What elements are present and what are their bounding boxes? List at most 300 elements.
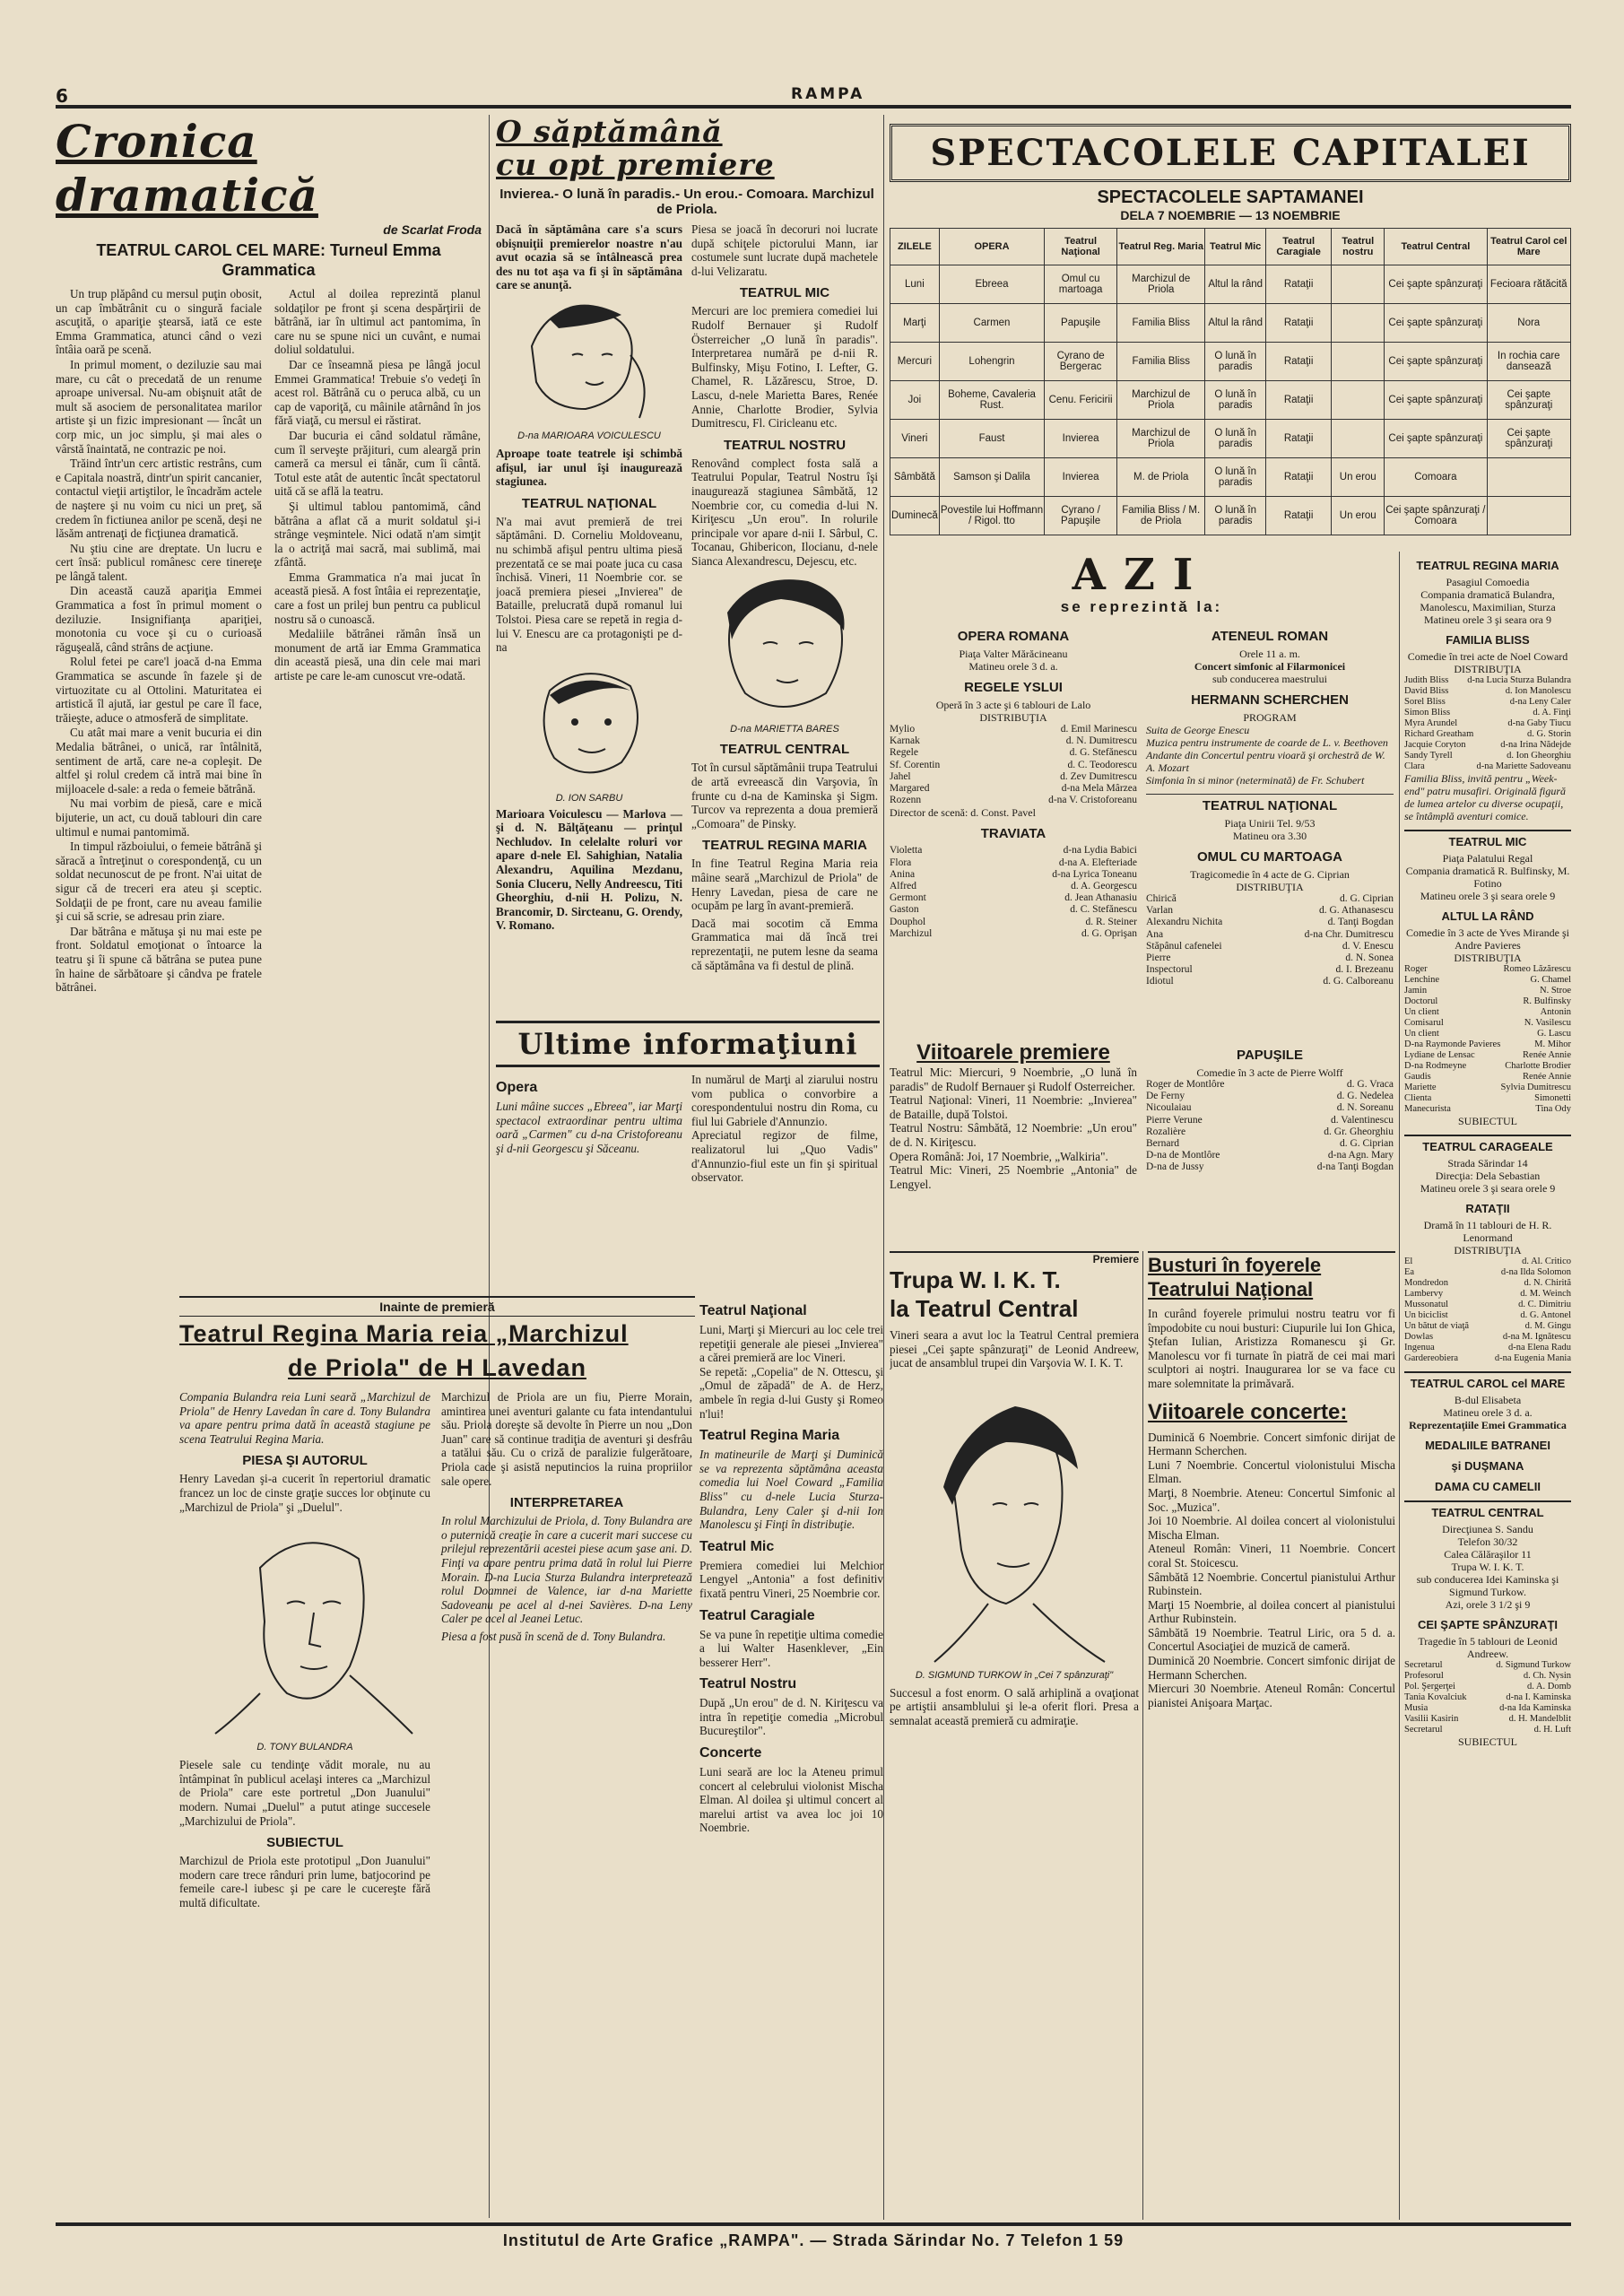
mic-dist: DISTRIBUŢIA: [1454, 952, 1522, 964]
concert-item: Miercuri 30 Noembrie. Ateneul Român: Concertul pianistei Anişoara Marţac.: [1148, 1682, 1395, 1709]
cast-row: D-na de Montlôre d-na Agn. Mary: [1146, 1150, 1394, 1161]
central-subiect: SUBIECTUL: [1458, 1735, 1517, 1748]
mic-time: Matineu orele 3 şi seara orele 9: [1420, 890, 1556, 902]
ateneu-item: Suita de George Enescu: [1146, 724, 1250, 736]
cronica-title: Cronica dramatică: [56, 115, 318, 222]
paragraph: Dar bătrâna e mătuşa şi nu mai este pe front. Soldatul emoţionat o întoarce la teatru şi îi spune că bătrâna se putea pune în haine de sărbătoare şi cândva pe fratele bătrânei.: [56, 924, 262, 995]
table-row: [890, 265, 1571, 304]
cast-row: Profesorul d. Ch. Nysin: [1404, 1671, 1571, 1681]
schedule-header: Teatrul Naţional: [1045, 229, 1117, 265]
cast-row: Sandy Tyrell d. Ion Gheorghiu: [1404, 751, 1571, 761]
priola-title-2: de Priola" de H Lavedan: [288, 1354, 586, 1381]
table-cell: Samson şi Dalila: [939, 458, 1044, 497]
cast-row: Mylio d. Emil Marinescu: [890, 724, 1137, 735]
table-cell: Cei şapte spânzuraţi: [1385, 381, 1487, 420]
table-cell: O lună în paradis: [1205, 343, 1265, 381]
cast-row: Nicoulaiau d. N. Soreanu: [1146, 1102, 1394, 1114]
cast-row: Un bătut de viaţă d. M. Gingu: [1404, 1321, 1571, 1331]
cast-row: Secretarul d. H. Luft: [1404, 1725, 1571, 1735]
table-cell: Familia Bliss: [1116, 343, 1204, 381]
table-cell: [1487, 497, 1570, 535]
table-cell: Nora: [1487, 304, 1570, 343]
concert-item: Marţi, 8 Noembrie. Ateneu: Concertul Simfonic al Soc. „Muzica".: [1148, 1485, 1395, 1514]
table-cell: Joi: [890, 381, 940, 420]
mic-play: ALTUL LA RÂND: [1441, 909, 1534, 923]
opera-heading: OPERA ROMANA: [957, 629, 1070, 644]
table-cell: [1332, 304, 1385, 343]
central-time: Azi, orele 3 1/2 şi 9: [1445, 1598, 1531, 1611]
carol-event: Reprezentaţiile Emei Grammatica: [1409, 1419, 1567, 1431]
ultime-opera-heading: Opera: [496, 1080, 538, 1095]
concert-item: Sâmbătă 12 Noembrie. Concertul pianistului Arthur Rubinstein.: [1148, 1570, 1395, 1598]
busturi-title-2: Teatrului Naţional: [1148, 1278, 1314, 1300]
cast-row: Varlan d. G. Athanasescu: [1146, 905, 1394, 917]
portrait-marietta-sketch: [691, 568, 878, 720]
papusile-heading: PAPUŞILE: [1237, 1048, 1303, 1063]
table-row: [890, 304, 1571, 343]
premiere-p1: Aproape toate teatrele işi schimbă afişul, iar unul îşi inaugurează stagiunea.: [496, 446, 682, 489]
cast-row: David Bliss d. Ion Manolescu: [1404, 686, 1571, 696]
central-place: Direcţiunea S. Sandu: [1442, 1523, 1533, 1535]
ateneu-sub: Concert simfonic al Filarmonicei: [1194, 660, 1346, 673]
opera-director: Director de scenă: d. Const. Pavel: [890, 806, 1036, 820]
premiere-next-item: Teatrul Mic: Vineri, 25 Noembrie „Antonia" de Lengyel.: [890, 1163, 1137, 1191]
footer: Institutul de Arte Grafice „RAMPA". — Strada Sărindar No. 7 Telefon 1 59: [56, 2222, 1571, 2264]
portrait-marioara-sketch: [496, 292, 682, 427]
papusile-cast: [1146, 1079, 1394, 1174]
concert-item: Sâmbătă 19 Noembrie. Teatrul Liric, ora 5 d. a. Concertul Asociaţiei de muzică de cameră.: [1148, 1625, 1395, 1654]
table-cell: Carmen: [939, 304, 1044, 343]
cast-row: Sorel Bliss d-na Leny Caler: [1404, 697, 1571, 707]
national-place: Piaţa Unirii Tel. 9/53: [1224, 817, 1316, 830]
cast-row: Comisarul N. Vasilescu: [1404, 1018, 1571, 1028]
table-cell: Altul la rând: [1205, 265, 1265, 304]
section-busturi: [1148, 1251, 1395, 2220]
mic-heading: TEATRUL MIC: [1404, 830, 1571, 848]
trupa-body: Vineri seara a avut loc la Teatrul Central premiera piesei „Cei şapte spânzuraţi" de Leonid Andreew, jucat de ansamblul trupei din Varşovia W. I. K. T.: [890, 1328, 1139, 1370]
cast-row: Ana d-na Chr. Dumitrescu: [1146, 928, 1394, 940]
priola-subiect: Marchizul de Priola este prototipul „Don Juanului" modern care trece rânduri prin lume, batjocorind pe femeile care-l iubesc şi pe care le cucereşte fără multă dificultate.: [179, 1854, 430, 1909]
caragiale-heading: TEATRUL CARAGEALE: [1404, 1135, 1571, 1153]
cronica-text-right: [274, 287, 481, 996]
schedule-header: Teatrul Mic: [1205, 229, 1265, 265]
ultime-national2: Se repetă: „Copelia" de N. Ottescu, şi „Omul de zăpadă" de A. de Herz, ambele în regia d-lui Gusty şi Romeo n'lui!: [699, 1364, 883, 1421]
ateneu-item: Andante din Concertul pentru vioară şi orchestră de W. A. Mozart: [1146, 749, 1385, 774]
cast-row: Margared d-na Mela Mârzea: [890, 783, 1137, 795]
cast-row: Jamin N. Stroe: [1404, 986, 1571, 996]
priola-autor-heading: PIESA ŞI AUTORUL: [242, 1453, 368, 1469]
cast-row: Karnak d. N. Dumitrescu: [890, 735, 1137, 747]
cast-row: Pierre d. N. Sonea: [1146, 952, 1394, 964]
table-cell: Mercuri: [890, 343, 940, 381]
table-cell: Comoara: [1385, 458, 1487, 497]
ultime-nostru-heading: Teatrul Nostru: [699, 1676, 797, 1692]
paragraph: Şi ultimul tablou pantomimă, când bătrâna a aflat că a murit soldatul şi-i strânge veşmintele. Nici odată n'am simţit la o actriţă mai sacră, mai sublimă, mai zfântă.: [274, 499, 481, 570]
ateneu-heading: ATENEUL ROMAN: [1211, 629, 1329, 644]
table-cell: Marchizul de Priola: [1116, 265, 1204, 304]
spectacole-sub: SPECTACOLELE SAPTAMANEI: [1097, 187, 1364, 207]
priola-col-b: Marchizul de Priola are un fiu, Pierre Morain, amintirea unei aventuri galante cu fata intendantului său. Priola doreşte să devolte în Pierre un nou „Don Juan" care să continue tradiţia de aventuri şi desfrâu a tatălui său. Cu o criză de paralizie fulgerătoare, Priola cade şi asistă neputincios la ruina propriilor sale opere.: [441, 1390, 692, 1488]
cast-row: Chirică d. G. Ciprian: [1146, 893, 1394, 904]
column-premiere: [496, 115, 878, 1021]
cast-row: Roger de Montlôre d. G. Vraca: [1146, 1079, 1394, 1090]
caragiale-info: Dramă în 11 tablouri de H. R. Lenormand: [1423, 1219, 1552, 1244]
cast-row: Manecurista Tina Ody: [1404, 1104, 1571, 1114]
schedule-header: OPERA: [939, 229, 1044, 265]
carol-eve: DAMA CU CAMELII: [1435, 1480, 1541, 1493]
paragraph: Nu ştiu cine are dreptate. Un lucru e cert însă: publicul românesc cere tinereţe pe lângă talent.: [56, 541, 262, 583]
table-cell: M. de Priola: [1116, 458, 1204, 497]
cast-row: Germont d. Jean Athanasiu: [890, 892, 1137, 904]
paragraph: Dar ce înseamnă piesa pe lângă jocul Emmei Grammatica! Trebuie s'o vedeţi în acest rol. Bătrână cu o peruca albă, cu un cap de vaporiţă, cu mâinile atârnând în jos fără viaţă, cu mersul ei răstirat.: [274, 357, 481, 428]
busturi-title-1: Busturi în foyerele: [1148, 1251, 1395, 1277]
mic-cast: [1404, 964, 1571, 1115]
ultime-concerte: Luni seară are loc la Ateneu primul concert al celebrului violonist Mischa Elman. Al doilea şi ultimul concert al marelui artist va avea loc joi 10 Noembrie.: [699, 1765, 883, 1835]
section-ultime: [496, 1021, 880, 1292]
schedule-header: Teatrul Carol cel Mare: [1487, 229, 1570, 265]
caption-ion-sarbu: D. ION SARBU: [555, 792, 623, 804]
cast-row: Pierre Verune d. Valentinescu: [1146, 1114, 1394, 1126]
table-cell: Altul la rând: [1205, 304, 1265, 343]
table-cell: Cei şapte spânzuraţi: [1487, 420, 1570, 458]
cast-row: Jahel d. Zev Dumitrescu: [890, 770, 1137, 782]
table-cell: Povestile lui Hoffmann / Rigol. tto: [939, 497, 1044, 535]
cast-row: Regele d. G. Stefănescu: [890, 747, 1137, 759]
table-cell: [1332, 381, 1385, 420]
central-tel: Telefon 30/32: [1457, 1535, 1518, 1548]
cast-row: Simon Bliss d. A. Finţi: [1404, 708, 1571, 718]
caragiale-cast: [1404, 1257, 1571, 1364]
cast-row: Flora d-na A. Elefteriade: [890, 857, 1137, 868]
cast-row: Rozenn d-na V. Cristoforeanu: [890, 795, 1137, 806]
caption-tony-bulandra: D. TONY BULANDRA: [256, 1742, 353, 1753]
premiere-national: N'a mai avut premieră de trei săptămâni. D. Corneliu Moldoveanu, nu schimbă afişul pentru ultima piesă prezentată ce se mai poate juca cu casa închisă. Vineri, 11 Noembrie cor. se joacă premiera piesei „Invierea" de Bataille, prelucrată după romanul lui Tolstoi. Piesa care se repetă in regia d-lui V. Enescu are ca protagonişti pe d-na: [496, 514, 682, 655]
cast-row: Lambervy d. M. Weinch: [1404, 1289, 1571, 1299]
ultime-opera: Luni mâine succes „Ebreea", iar Marţi spectacol extraordinar pentru ultima oară „Carmen" cu d-na Cristoforeanu şi d-nii Georgescu şi Săceanu.: [496, 1100, 682, 1155]
column-rule: [883, 115, 884, 1110]
table-cell: Marchizul de Priola: [1116, 420, 1204, 458]
azi-title: AZI: [1072, 552, 1211, 600]
opera-place: Piaţa Valter Mărăcineanu: [959, 648, 1068, 660]
schedule-header: Teatrul Central: [1385, 229, 1487, 265]
opera-info: Operă în 3 acte şi 6 tablouri de Lalo: [935, 699, 1091, 711]
spectacole-dates: DELA 7 NOEMBRIE — 13 NOEMBRIE: [1120, 208, 1341, 222]
table-cell: Invierea: [1045, 420, 1117, 458]
column-rule: [1399, 552, 1400, 2220]
traviata-heading: TRAVIATA: [980, 826, 1046, 842]
caption-marietta: D-na MARIETTA BARES: [730, 724, 839, 735]
table-cell: [1487, 458, 1570, 497]
ultime-caragiale: Se va pune în repetiţie ultima comedie a lui Walter Hasenklever, „Ein besserer Herr".: [699, 1627, 883, 1669]
table-cell: Rataţii: [1265, 381, 1331, 420]
paragraph: Actul al doilea reprezintă planul soldaţilor pe front şi scena despărţirii de bătrână, iar în ultimul act pantomima, în care nu se spune nici un cuvânt, e numai doliul soldatului.: [274, 287, 481, 357]
section-viitoare-premiere: [890, 1040, 1137, 1247]
carol-place: B-dul Elisabeta: [1454, 1394, 1522, 1406]
opera-play: REGELE YSLUI: [964, 680, 1063, 695]
table-cell: Lohengrin: [939, 343, 1044, 381]
premiere-mic: Mercuri are loc premiera comediei lui Rudolf Bernauer şi Rudolf Österreicher „O lună în paradis". Interpretarea numără pe d-nii R. Bulfinsky, Mişu Fotino, I. Lefter, G. Chamel, R. Lăzărescu, Stroe, D. Lascu, d-nele Marietta Bares, Renée Annie, Charlotte Brodier, Sylvia Dumitrescu, Fl. Ciricleanu etc.: [691, 304, 878, 430]
cast-row: Jacquie Coryton d-na Irina Nădejde: [1404, 740, 1571, 750]
premiere-regina: In fine Teatrul Regina Maria reia mâine seară „Marchizul de Priola" de Henry Lavedan, piesa de care ne ocupăm pe larg în avant-premieră.: [691, 857, 878, 913]
priola-kicker: Inainte de premieră: [179, 1296, 695, 1317]
caragiale-dir: Direcţia: Dela Sebastian: [1435, 1170, 1541, 1182]
cast-row: Stăpânul cafenelei d. V. Enescu: [1146, 940, 1394, 952]
paragraph: Un trup plăpând cu mersul puţin obosit, un cap îmbătrânit cu o singură faciale ascuţită, o apariţie ştearsă, iată ce este Emma Grammatica, atunci când o vezi întâia oară pe scenă.: [56, 287, 262, 357]
central-info: Tragedie în 5 tablouri de Leonid Andreew.: [1418, 1635, 1558, 1660]
trupa-title-2: la Teatrul Central: [890, 1295, 1079, 1322]
cronica-byline: de Scarlat Froda: [383, 222, 482, 237]
cast-row: Mariette Sylvia Dumitrescu: [1404, 1083, 1571, 1092]
cast-row: Clara d-na Mariette Sadoveanu: [1404, 761, 1571, 771]
premiere-next-item: Teatrul Nostru: Sâmbătă, 12 Noembrie: „Un erou" de d. N. Kiriţescu.: [890, 1121, 1137, 1149]
premiere-next-title: Viitoarele premiere: [916, 1040, 1110, 1065]
table-row: [890, 420, 1571, 458]
table-cell: Cei şapte spânzuraţi: [1487, 381, 1570, 420]
cast-row: Anina d-na Lyrica Toneanu: [890, 868, 1137, 880]
cast-row: Pol. Şergerţei d. A. Domb: [1404, 1682, 1571, 1692]
paragraph: Rolul fetei pe care'l joacă d-na Emma Grammatica se ascunde în fazele şi de virtuozitate cu al Ottolini. Maturitatea ei artistică îl ajută, iar gestul pe care îl face, trăieşte, aduce o atmosferă de simplitate.: [56, 655, 262, 725]
regina-place: Pasagiul Comoedia: [1446, 576, 1530, 588]
mic-info: Comedie în 3 acte de Yves Mirande şi Andre Pavieres: [1406, 926, 1569, 952]
central-cond: sub conducerea Idei Kaminska şi Sigmund Turkow.: [1416, 1573, 1559, 1598]
cast-row: Bernard d. G. Ciprian: [1146, 1138, 1394, 1150]
premiere-next-item: Teatrul Naţional: Vineri, 11 Noembrie: „Invierea" de Bataille, după Tolstoi.: [890, 1093, 1137, 1121]
cast-row: Violetta d-na Lydia Babici: [890, 845, 1137, 857]
premiere-title-2: cu opt premiere: [496, 147, 775, 182]
premiere-title-1: O săptămână: [496, 115, 723, 149]
carol-play2: şi DUŞMANA: [1451, 1459, 1524, 1473]
table-cell: Cei şapte spânzuraţi: [1385, 420, 1487, 458]
ateneu-time: Orele 11 a. m.: [1239, 648, 1300, 660]
paragraph: Emma Grammatica n'a mai jucat în această piesă. A fost întâia ei reprezentaţie, care a fost un prilej bun pentru ca publicul nostru să o cunoască.: [274, 570, 481, 626]
table-cell: Rataţii: [1265, 265, 1331, 304]
regina-dist: DISTRIBUŢIA: [1454, 663, 1522, 675]
cast-row: Ingenua d-na Elena Radu: [1404, 1343, 1571, 1352]
schedule-table: [890, 228, 1571, 535]
central-heading: TEATRUL CENTRAL: [1404, 1500, 1571, 1519]
cast-row: Myra Arundel d-na Gaby Tiucu: [1404, 718, 1571, 728]
table-cell: Rataţii: [1265, 497, 1331, 535]
cast-row: Un client G. Lascu: [1404, 1029, 1571, 1039]
central-street: Calea Călăraşilor 11: [1444, 1548, 1532, 1561]
table-cell: Rataţii: [1265, 458, 1331, 497]
table-cell: Un erou: [1332, 497, 1385, 535]
table-cell: [1332, 420, 1385, 458]
cast-row: D-na Rodmeyne Charlotte Brodier: [1404, 1061, 1571, 1071]
regina-heading: TEATRUL REGINA MARIA: [1416, 559, 1559, 572]
mic-subiect: SUBIECTUL: [1458, 1115, 1517, 1127]
premiere-next-item: Teatrul Mic: Miercuri, 9 Noembrie, „O lună în paradis" de Rudolf Bernauer şi Rudolf Osterreicher.: [890, 1065, 1137, 1093]
caption-turkow: D. SIGMUND TURKOW în „Cei 7 spânzuraţi": [915, 1669, 1114, 1681]
concert-item: Duminică 20 Noembrie. Concert simfonic dirijat de Hermann Scherchen.: [1148, 1654, 1395, 1682]
table-cell: Familia Bliss / M. de Priola: [1116, 497, 1204, 535]
concerte-title: Viitoarele concerte:: [1148, 1399, 1348, 1424]
premiere-intro: Dacă în săptămâna care s'a scurs obişnuiţii premierelor noastre n'au avut ocazia să se întâlnească prea des nu tot aşa va fi şi în săptămâna care se anunţă.: [496, 222, 682, 292]
cast-row: Clienta Simonetti: [1404, 1093, 1571, 1103]
cast-row: D-na Raymonde Pavieres M. Mihor: [1404, 1039, 1571, 1049]
ultime-mic-heading: Teatrul Mic: [699, 1538, 775, 1554]
priola-autor: Henry Lavedan şi-a cucerit în repertoriul dramatic francez un loc de cinste graţie succes lor obţinute cu „Marchizul de Priola" şi „Duelul".: [179, 1472, 430, 1514]
cronica-subtitle: TEATRUL CAROL CEL MARE: Turneul Emma Grammatica: [96, 241, 441, 279]
table-cell: Papuşile: [1045, 304, 1117, 343]
table-cell: Familia Bliss: [1116, 304, 1204, 343]
cast-row: Ea d-na Ilda Solomon: [1404, 1267, 1571, 1277]
carol-play: MEDALIILE BATRANEI: [1425, 1439, 1550, 1452]
table-cell: Ebreea: [939, 265, 1044, 304]
cast-row: Vasilii Kasirin d. H. Mandelblit: [1404, 1714, 1571, 1724]
ultime-national: Luni, Marţi şi Miercuri au loc cele trei repetiţii generale ale piesei „Invierea" a cărei premieră are loc Vineri.: [699, 1323, 883, 1365]
regina-note: Familia Bliss, invită pentru „Week-end" patru musafiri. Originală figură de lumea artelor cu diverse ocupaţii, se întâmplă aventuri comice.: [1404, 772, 1567, 822]
section-azi: [890, 552, 1394, 1036]
cast-row: Alfred d. A. Georgescu: [890, 881, 1137, 892]
mic-company: Compania dramatică R. Bulfinsky, M. Fotino: [1405, 865, 1570, 890]
opera-cast: [890, 724, 1137, 806]
cast-row: Mussonatul d. C. Dimitriu: [1404, 1300, 1571, 1309]
table-cell: Vineri: [890, 420, 940, 458]
table-cell: Cei şapte spânzuraţi / Comoara: [1385, 497, 1487, 535]
caragiale-time: Matineu orele 3 şi seara orele 9: [1420, 1182, 1556, 1195]
cast-row: Gaudis Renée Annie: [1404, 1072, 1571, 1082]
cast-row: Douphol d. R. Steiner: [890, 916, 1137, 927]
table-cell: Cenu. Fericirii: [1045, 381, 1117, 420]
ultime-national-heading: Teatrul Naţional: [699, 1303, 807, 1318]
priola-interpret-heading: INTERPRETAREA: [509, 1495, 624, 1511]
cast-row: Richard Greatham d. G. Storin: [1404, 729, 1571, 739]
priola-interpret: In rolul Marchizului de Priola, d. Tony Bulandra are o puternică creaţie în care a cucerit mari succese cu prilejul reprezentării acestei piese acum şase ani. D. Finţi va apare pentru prima dată în rolul lui Pierre Morain. D-na Lucia Sturza Bulandra interpretează rolul Doamnei de Valence, iar d-na Mariette Sadoveanu pe acel al d-nei Savières. D-na Leny Caler pe acel al Jeanei Letuc.: [441, 1514, 692, 1626]
caragiale-dist: DISTRIBUŢIA: [1454, 1244, 1522, 1257]
busturi-body: In curând foyerele primului nostru teatru vor fi împodobite cu noui busturi: Ciupurile lui Ion Ghica, Ştefan Iulian, Aristizza Romanescu şi Gr. Manolescu vor fi turnate în piatră de cei mai mari sculptori ai noştri. Inaugurarea lor se va face cu mare solemnitate la primăvară.: [1148, 1307, 1395, 1390]
ateneu-item: Muzica pentru instrumente de coarde de L. v. Beethoven: [1146, 736, 1388, 749]
priola-autor2: Piesele sale cu tendinţe vădit morale, nu au întâmpinat în publicul acelaşi interes ca „Marchizul de Priola" care este portretul „Don Juanului" modern. Numai „Duelul" a putut atinge succesele „Marchizului de Priola".: [179, 1758, 430, 1828]
premiere-closing: Dacă mai socotim că Emma Grammatica mai dă încă trei reprezentaţii, ne putem lesne da seama că săptămâna va fi destul de plină.: [691, 916, 878, 972]
azi-sub: se reprezintă la:: [1060, 598, 1223, 615]
cast-row: Roger Romeo Lăzărescu: [1404, 964, 1571, 974]
section-papusile: [1146, 1040, 1394, 1247]
mic-place: Piaţa Palatului Regal: [1442, 852, 1533, 865]
cast-row: Mondredon d. N. Chirită: [1404, 1278, 1571, 1288]
section-mic: TEATRUL MIC: [739, 285, 830, 301]
table-cell: Duminecă: [890, 497, 940, 535]
caragiale-place: Strada Sărindar 14: [1447, 1157, 1528, 1170]
portrait-tony-bulandra-sketch: [179, 1514, 430, 1738]
concert-item: Joi 10 Noembrie. Al doilea concert al violonistului Mischa Elman.: [1148, 1514, 1395, 1542]
paragraph: Cu atât mai mare a venit bucuria ei din Medalia bătrânei, o unică, rar întâlnită, sentiment de artă, care ne-a copleşit. De altfel şi rolul credem că intră mai bine în mijloacele d-sale: a reda o femeie bătrână.: [56, 726, 262, 796]
portrait-ion-sarbu-sketch: [496, 655, 682, 789]
ultime-caragiale-heading: Teatrul Caragiale: [699, 1607, 815, 1623]
ultime-dannunzio: In numărul de Marţi al ziarului nostru vom publica o convorbire a corespondentului nostru din Roma, cu fiul lui Gabriele d'Annunzio.: [691, 1073, 878, 1128]
national-dist: DISTRIBUŢIA: [1236, 881, 1304, 893]
cast-row: Lydiane de Lensac Renée Annie: [1404, 1050, 1571, 1060]
table-cell: Cyrano / Papuşile: [1045, 497, 1117, 535]
section-nostru: TEATRUL NOSTRU: [723, 437, 847, 453]
ultime-vadis: Apreciatul regizor de filme, realizatorul lui „Quo Vadis" d'Annunzio-fiul este un fin şi spiritual observator.: [691, 1128, 878, 1185]
schedule-header: Teatrul nostru: [1332, 229, 1385, 265]
carol-heading: TEATRUL CAROL cel MARE: [1404, 1371, 1571, 1390]
schedule-header-row: [890, 229, 1571, 265]
premiere-central: Tot în cursul săptămânii trupa Teatrului de artă evreească din Varşovia, în frunte cu d-na de Kaminska şi Sigm. Turcov va reprezenta a doua premieră „Comoara" de Pinsky.: [691, 761, 878, 831]
ultime-regina-heading: Teatrul Regina Maria: [699, 1428, 840, 1444]
premiere-national2: Marioara Voiculescu — Marlova — şi d. N. Bălţăţeanu — prinţul Nechludov. In celelalte roluri vor apare d-nele El. Sahighian, Natalia Alexandru, Aquilina Mezdanu, Sonia Cluceru, Nelly Andreescu, Titi Gheorghiu, d-nii H. Polizu, N. Brancomir, D. Sircteanu, G. Orendy, V. Romano.: [496, 806, 682, 933]
table-cell: Cei şapte spânzuraţi: [1385, 343, 1487, 381]
paragraph: In primul moment, o deziluzie sau mai mare, cu cât o precedată de un renume aproape universal. Nu-am obişnuit atât de mult să asociem de personalitatea marilor artiste şi un fizic impresionant — încât un corp mic, un joc simplu, şi mai ales o vârstă înaintată, ne contrazic pe noi.: [56, 357, 262, 456]
masthead: [56, 85, 1571, 109]
ateneu-conductor: HERMANN SCHERCHEN: [1191, 692, 1349, 708]
cast-row: El d. Al. Critico: [1404, 1257, 1571, 1266]
table-cell: Invierea: [1045, 458, 1117, 497]
cast-row: Tania Kovalciuk d-na I. Kaminska: [1404, 1692, 1571, 1702]
cast-row: Gaston d. C. Stefănescu: [890, 904, 1137, 916]
concert-item: Ateneul Român: Vineri, 11 Noembrie. Concert coral St. Stoicescu.: [1148, 1542, 1395, 1570]
table-row: [890, 497, 1571, 535]
cast-row: Alexandru Nichita d. Tanţi Bogdan: [1146, 917, 1394, 928]
central-play: CEI ŞAPTE SPÂNZURAŢI: [1417, 1618, 1558, 1631]
ultime-concerte-heading: Concerte: [699, 1745, 762, 1761]
table-cell: Fecioara rătăcită: [1487, 265, 1570, 304]
paragraph: Din această cauză apariţia Emmei Grammatica a fost în primul moment o deziluzie. Insignifianţa apariţiei, monotonia cu voce şi cu o curioasă răguşeală, când strâns de acţiune.: [56, 584, 262, 654]
concert-item: Luni 7 Noembrie. Concertul violonistului Mischa Elman.: [1148, 1457, 1395, 1486]
ultime-title: Ultime informaţiuni: [496, 1021, 880, 1067]
papusile-info: Comedie în 3 acte de Pierre Wolff: [1196, 1066, 1343, 1079]
opera-dist: DISTRIBUŢIA: [979, 711, 1047, 724]
ultime-regina: In matineurile de Marţi şi Duminică se va reprezenta săptămâna aceasta comedia lui Noel Coward „Familia Bliss" cu d-nele Lucia Sturza-Bulandra, Leny Caler şi d-nii Ion Manolescu şi Finţi în distribuţie.: [699, 1448, 883, 1532]
cast-row: Sf. Corentin d. C. Teodorescu: [890, 759, 1137, 770]
regina-cast: [1404, 675, 1571, 772]
table-cell: In rochia care dansează: [1487, 343, 1570, 381]
concert-item: Marţi 15 Noembrie, al doilea concert al pianistului Arthur Rubinstein.: [1148, 1597, 1395, 1626]
section-central: TEATRUL CENTRAL: [719, 742, 850, 758]
premiere-decor: Piesa se joacă în decoruri noi lucrate după schiţele pictorului Mann, iar costumele sunt lucrate după machetele d-lui Velizaratu.: [691, 222, 878, 278]
concert-item: Duminică 6 Noembrie. Concert simfonic dirijat de Hermann Scherchen.: [1148, 1430, 1395, 1458]
schedule-header: ZILELE: [890, 229, 940, 265]
table-cell: O lună în paradis: [1205, 458, 1265, 497]
trupa-title-1: Trupa W. I. K. T.: [890, 1266, 1061, 1293]
cast-row: Un client Antonin: [1404, 1007, 1571, 1017]
table-cell: Boheme, Cavaleria Rust.: [939, 381, 1044, 420]
cast-row: Doctorul R. Bulfinsky: [1404, 996, 1571, 1006]
national-cast: [1146, 893, 1394, 988]
schedule-header: Teatrul Reg. Maria: [1116, 229, 1204, 265]
caption-marioara: D-na MARIOARA VOICULESCU: [517, 430, 661, 441]
trupa-body2: Succesul a fost enorm. O sală arhiplină a ovaţionat pe artiştii ansamblului şi le-a oferit flori. Presa a semnalat această premieră cu admiraţie.: [890, 1685, 1139, 1727]
carol-time: Matineu orele 3 d. a.: [1443, 1406, 1533, 1419]
cast-row: De Ferny d. G. Nedelea: [1146, 1091, 1394, 1102]
column-rule: [1142, 1251, 1143, 2220]
table-cell: O lună în paradis: [1205, 381, 1265, 420]
section-trupa: [890, 1251, 1139, 2220]
ateneu-program: PROGRAM: [1243, 711, 1297, 724]
cast-row: Marchizul d. G. Oprişan: [890, 927, 1137, 939]
table-cell: Sâmbătă: [890, 458, 940, 497]
section-priola: [179, 1296, 695, 2220]
table-row: [890, 381, 1571, 420]
cast-row: Un biciclist d. G. Antonel: [1404, 1310, 1571, 1320]
page-number: 6: [56, 85, 68, 107]
ultime-nostru: După „Un erou" de d. N. Kiriţescu va intra în repetiţie comedia „Microbul Bucureştilor".: [699, 1696, 883, 1738]
regina-play: FAMILIA BLISS: [1446, 633, 1530, 647]
ultime-mic: Premiera comediei lui Melchior Lengyel „Antonia" a fost definitiv fixată pentru Vineri, 25 Noembrie cor.: [699, 1558, 883, 1600]
central-cast: [1404, 1660, 1571, 1735]
table-cell: Rataţii: [1265, 420, 1331, 458]
cast-row: Inspectorul d. I. Brezeanu: [1146, 964, 1394, 976]
table-cell: [1332, 265, 1385, 304]
spectacole-title: SPECTACOLELE CAPITALEI: [890, 124, 1571, 182]
cast-row: Judith Bliss d-na Lucia Sturza Bulandra: [1404, 675, 1571, 685]
table-row: [890, 343, 1571, 381]
priola-subiect-heading: SUBIECTUL: [266, 1835, 343, 1851]
table-cell: Marchizul de Priola: [1116, 381, 1204, 420]
ateneu-item: Simfonia în si minor (neterminată) de Fr. Schubert: [1146, 774, 1365, 787]
paragraph: Medaliile bătrânei rămân însă un monument de artă iar Emma Grammatica din această piesă, una din cele mai mari artiste pe care le-am cunoscut vre-odată.: [274, 627, 481, 683]
